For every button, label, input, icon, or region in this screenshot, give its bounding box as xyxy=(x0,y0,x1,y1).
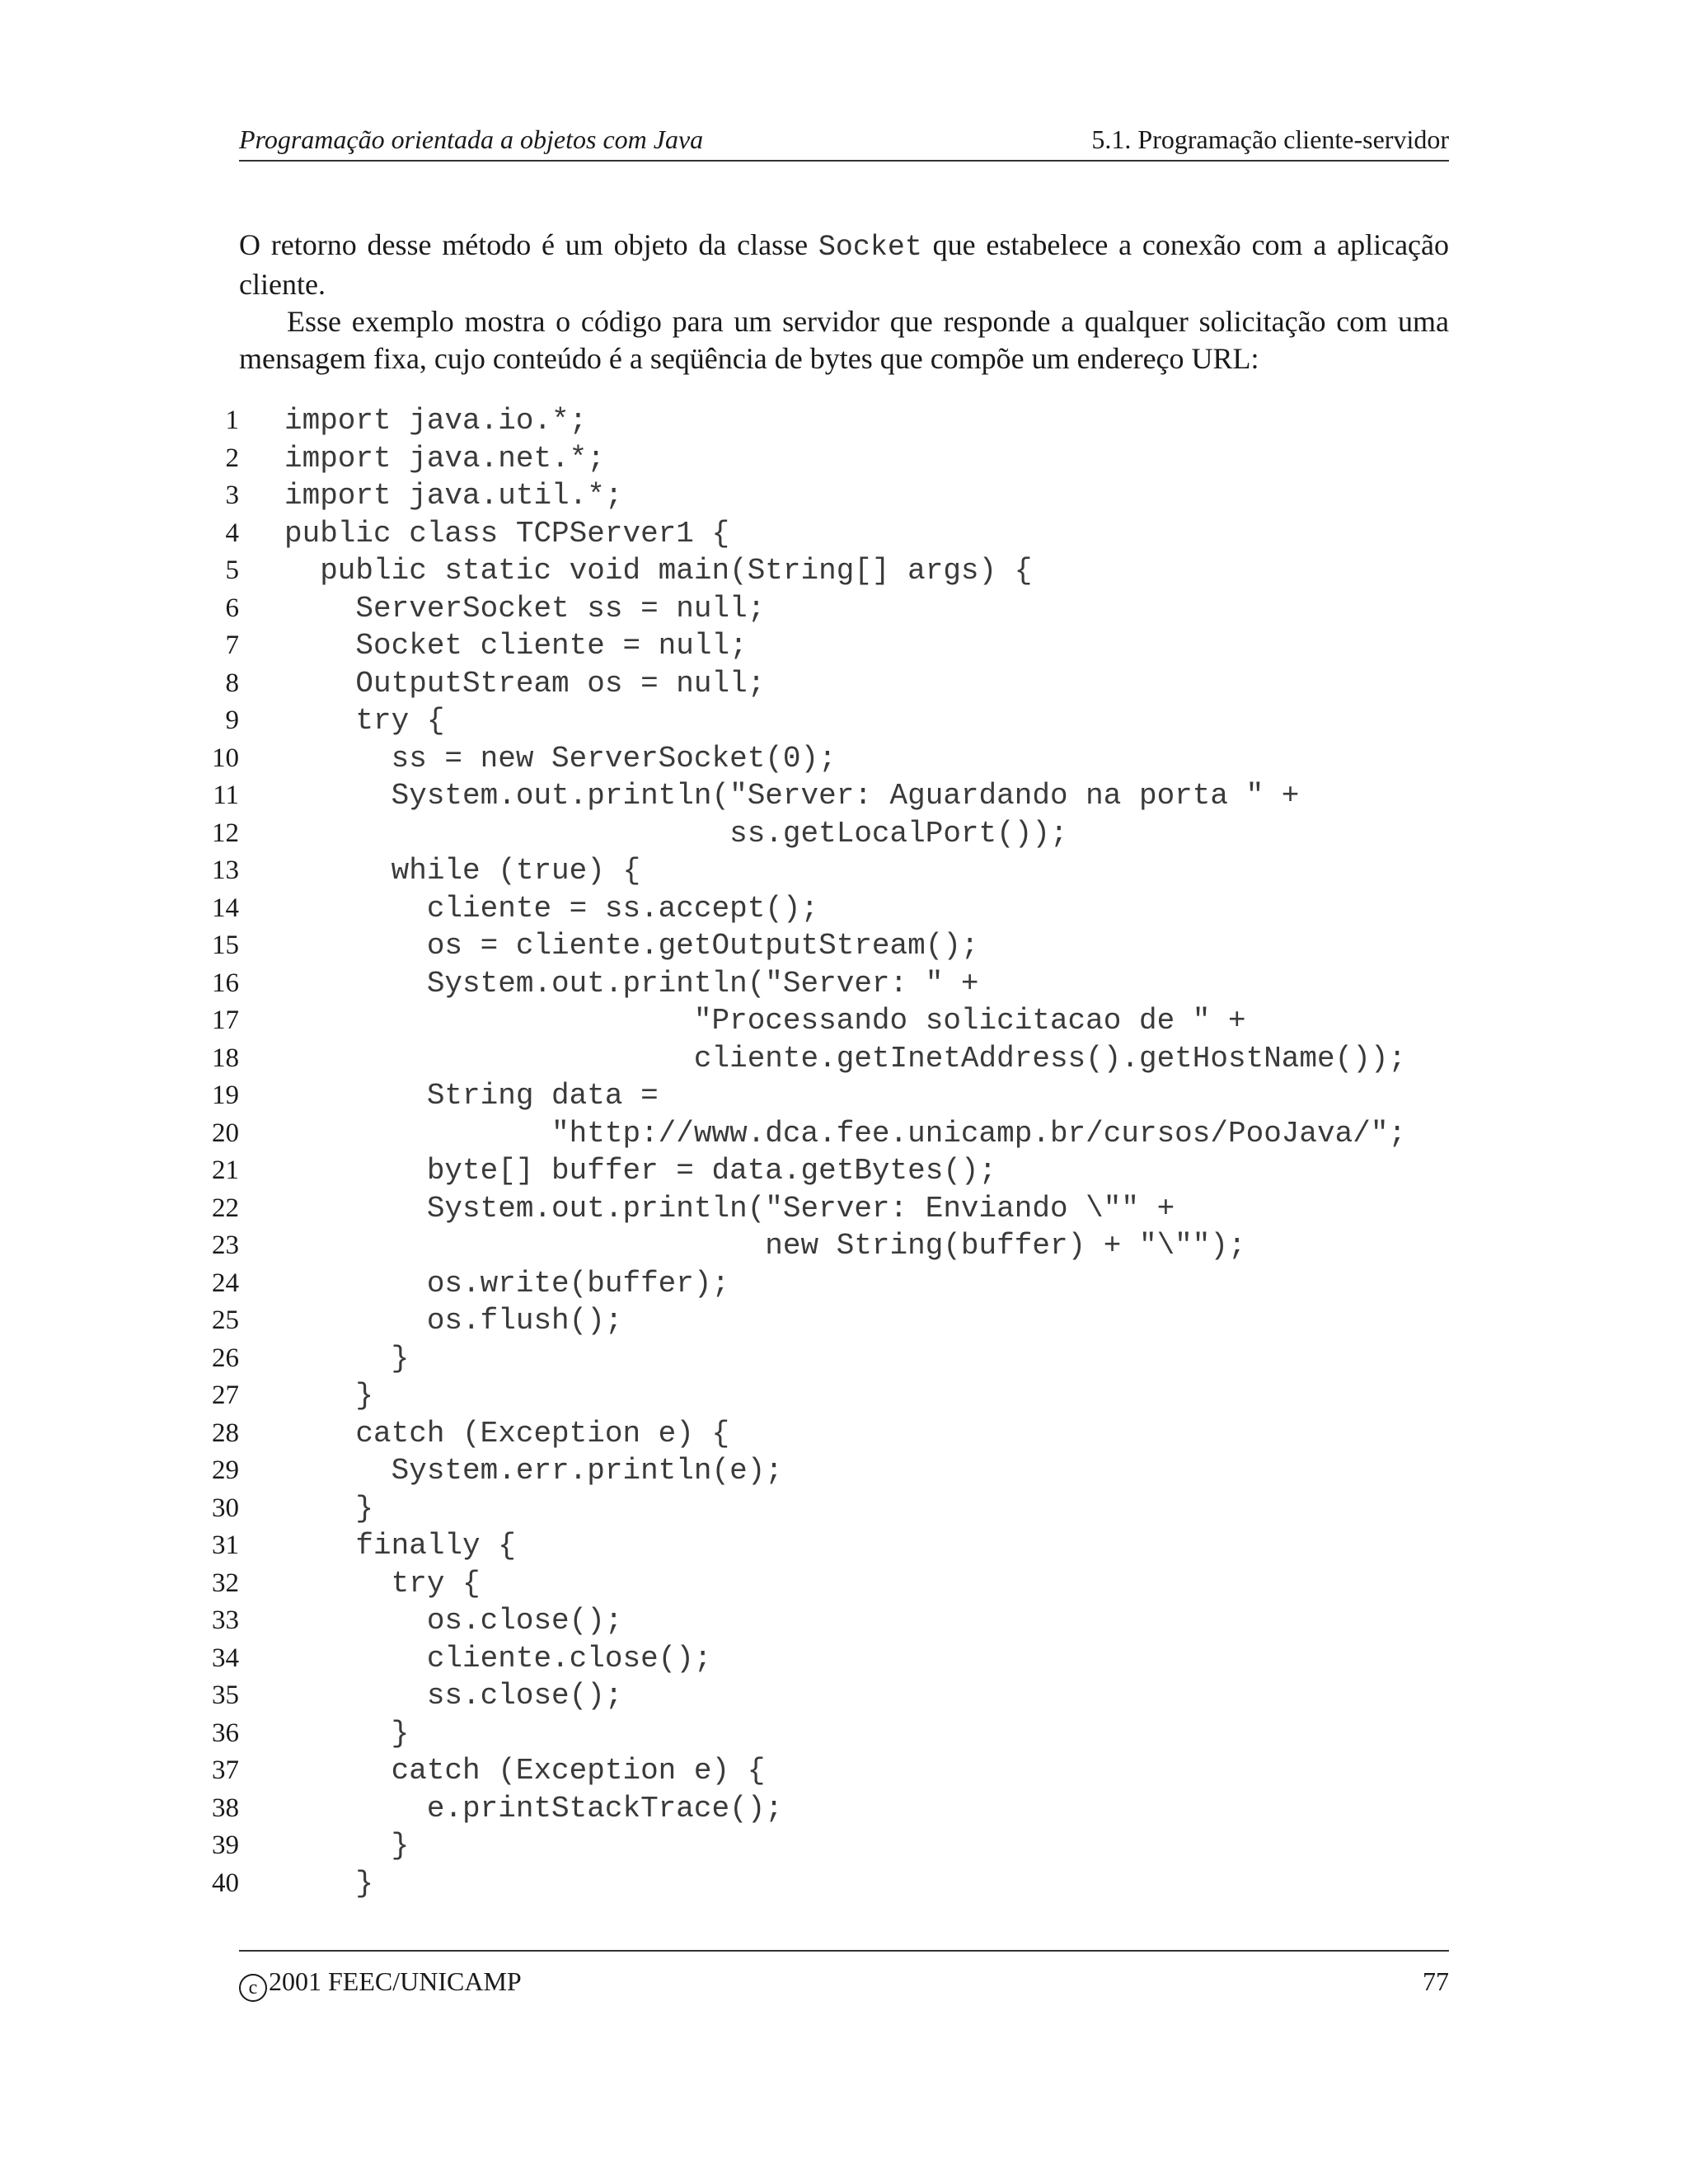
code-line xyxy=(206,890,1492,928)
code-line xyxy=(206,552,1492,590)
line-number: 24 xyxy=(212,1268,239,1298)
line-number: 15 xyxy=(212,930,239,960)
line-number: 39 xyxy=(212,1830,239,1860)
line-number: 11 xyxy=(213,780,239,810)
line-number: 36 xyxy=(212,1718,239,1748)
code-line xyxy=(206,1715,1492,1753)
body-text xyxy=(239,227,1449,377)
code-line xyxy=(206,1152,1492,1190)
inline-code-socket: Socket xyxy=(818,231,922,264)
code-line xyxy=(206,852,1492,890)
line-number: 1 xyxy=(225,405,239,435)
code-text: "http://www.dca.fee.unicamp.br/cursos/PooJava/"; xyxy=(284,1116,1407,1151)
code-line xyxy=(206,1490,1492,1528)
code-text: ss.close(); xyxy=(284,1679,623,1713)
code-line xyxy=(206,477,1492,515)
header-section-title: 5.1. Programação cliente-servidor xyxy=(1091,124,1449,154)
code-text: os.flush(); xyxy=(284,1304,623,1338)
code-line xyxy=(206,1190,1492,1228)
footer-copyright xyxy=(239,1966,522,2002)
code-line xyxy=(206,627,1492,665)
footer-copyright-text: 2001 FEEC/UNICAMP xyxy=(269,1966,522,1996)
code-line xyxy=(206,1077,1492,1115)
code-text: import java.util.*; xyxy=(284,479,623,513)
line-number: 3 xyxy=(225,480,239,510)
code-line xyxy=(206,1565,1492,1603)
code-line xyxy=(206,1265,1492,1303)
code-line xyxy=(206,665,1492,703)
paragraph-1 xyxy=(239,227,1449,303)
code-text: ss = new ServerSocket(0); xyxy=(284,741,837,776)
code-text: try { xyxy=(284,704,445,738)
line-number: 27 xyxy=(212,1380,239,1410)
line-number: 32 xyxy=(212,1568,239,1598)
code-listing xyxy=(206,402,1492,1902)
code-text: byte[] buffer = data.getBytes(); xyxy=(284,1154,997,1188)
line-number: 21 xyxy=(212,1155,239,1185)
code-text: } xyxy=(284,1716,410,1750)
code-text: } xyxy=(284,1379,374,1413)
code-line xyxy=(206,1752,1492,1790)
line-number: 8 xyxy=(225,668,239,698)
code-text: os = cliente.getOutputStream(); xyxy=(284,929,979,963)
line-number: 33 xyxy=(212,1605,239,1635)
copyright-icon: c xyxy=(239,1974,267,2002)
line-number: 10 xyxy=(212,743,239,773)
code-text: cliente = ss.accept(); xyxy=(284,891,819,926)
code-text: cliente.getInetAddress().getHostName()); xyxy=(284,1041,1407,1076)
header-book-title: Programação orientada a objetos com Java xyxy=(239,124,704,154)
code-line xyxy=(206,927,1492,965)
code-text: try { xyxy=(284,1566,481,1601)
code-text: finally { xyxy=(284,1529,516,1563)
code-text: } xyxy=(284,1829,410,1863)
code-line xyxy=(206,1227,1492,1265)
code-text: public static void main(String[] args) { xyxy=(284,554,1033,588)
code-text: } xyxy=(284,1491,374,1526)
line-number: 38 xyxy=(212,1793,239,1823)
line-number: 30 xyxy=(212,1493,239,1523)
line-number: 13 xyxy=(212,855,239,885)
line-number: 25 xyxy=(212,1305,239,1335)
line-number: 18 xyxy=(212,1043,239,1073)
code-line xyxy=(206,1865,1492,1903)
code-text: new String(buffer) + "\""); xyxy=(284,1229,1246,1263)
line-number: 26 xyxy=(212,1343,239,1373)
code-text: catch (Exception e) { xyxy=(284,1416,730,1451)
code-line xyxy=(206,965,1492,1003)
code-text: } xyxy=(284,1341,410,1376)
code-text: } xyxy=(284,1866,374,1900)
code-line xyxy=(206,1827,1492,1865)
line-number: 19 xyxy=(212,1080,239,1110)
code-text: System.out.println("Server: " + xyxy=(284,966,979,1001)
code-text: Socket cliente = null; xyxy=(284,629,748,663)
code-line xyxy=(206,402,1492,440)
code-line xyxy=(206,1602,1492,1640)
line-number: 5 xyxy=(225,555,239,585)
code-line xyxy=(206,1040,1492,1078)
code-text: System.err.println(e); xyxy=(284,1454,783,1488)
code-line xyxy=(206,815,1492,853)
line-number: 22 xyxy=(212,1193,239,1223)
line-number: 16 xyxy=(212,968,239,998)
code-line xyxy=(206,1527,1492,1565)
line-number: 6 xyxy=(225,593,239,623)
paragraph-1-after: que estabelece a conexão com a aplicação cliente. xyxy=(239,228,1449,301)
line-number: 14 xyxy=(212,893,239,923)
code-text: "Processando solicitacao de " + xyxy=(284,1004,1246,1038)
code-text: catch (Exception e) { xyxy=(284,1754,766,1788)
line-number: 17 xyxy=(212,1005,239,1035)
code-text: OutputStream os = null; xyxy=(284,666,766,701)
paragraph-2: Esse exemplo mostra o código para um servidor que responde a qualquer solicitação com uma mensagem fixa, cujo conteúdo é a seqüência de bytes que compõe um endereço URL: xyxy=(239,305,1449,375)
line-number: 20 xyxy=(212,1118,239,1148)
line-number: 7 xyxy=(225,630,239,660)
line-number: 34 xyxy=(212,1643,239,1673)
code-line xyxy=(206,702,1492,740)
line-number: 35 xyxy=(212,1680,239,1710)
code-text: cliente.close(); xyxy=(284,1641,712,1675)
line-number: 31 xyxy=(212,1530,239,1560)
code-text: os.close(); xyxy=(284,1604,623,1638)
code-line xyxy=(206,777,1492,815)
code-line xyxy=(206,1677,1492,1715)
code-line xyxy=(206,740,1492,778)
line-number: 2 xyxy=(225,443,239,473)
code-text: os.write(buffer); xyxy=(284,1266,730,1301)
code-line xyxy=(206,440,1492,478)
line-number: 4 xyxy=(225,518,239,548)
code-line xyxy=(206,515,1492,553)
line-number: 29 xyxy=(212,1455,239,1485)
line-number: 37 xyxy=(212,1755,239,1785)
line-number: 9 xyxy=(225,705,239,735)
code-line xyxy=(206,1115,1492,1153)
line-number: 28 xyxy=(212,1418,239,1448)
code-line xyxy=(206,1415,1492,1453)
running-header xyxy=(239,122,1449,162)
code-text: System.out.println("Server: Aguardando na porta " + xyxy=(284,779,1300,813)
code-text: import java.io.*; xyxy=(284,404,588,438)
code-line xyxy=(206,1377,1492,1415)
code-text: import java.net.*; xyxy=(284,441,605,476)
code-line xyxy=(206,1302,1492,1340)
code-line xyxy=(206,1452,1492,1490)
code-line xyxy=(206,1640,1492,1678)
code-text: String data = xyxy=(284,1079,659,1113)
line-number: 40 xyxy=(212,1868,239,1898)
code-text: public class TCPServer1 { xyxy=(284,516,730,551)
line-number: 23 xyxy=(212,1230,239,1260)
code-line xyxy=(206,590,1492,628)
code-line xyxy=(206,1790,1492,1828)
code-line xyxy=(206,1002,1492,1040)
code-text: ServerSocket ss = null; xyxy=(284,591,766,626)
code-line xyxy=(206,1340,1492,1378)
code-text: while (true) { xyxy=(284,854,641,888)
code-text: e.printStackTrace(); xyxy=(284,1791,783,1825)
page-number: 77 xyxy=(1423,1966,1449,1996)
page-footer xyxy=(239,1950,1449,1999)
line-number: 12 xyxy=(212,818,239,848)
code-text: ss.getLocalPort()); xyxy=(284,816,1068,851)
paragraph-1-before: O retorno desse método é um objeto da classe xyxy=(239,228,818,261)
code-text: System.out.println("Server: Enviando \"" + xyxy=(284,1191,1175,1226)
